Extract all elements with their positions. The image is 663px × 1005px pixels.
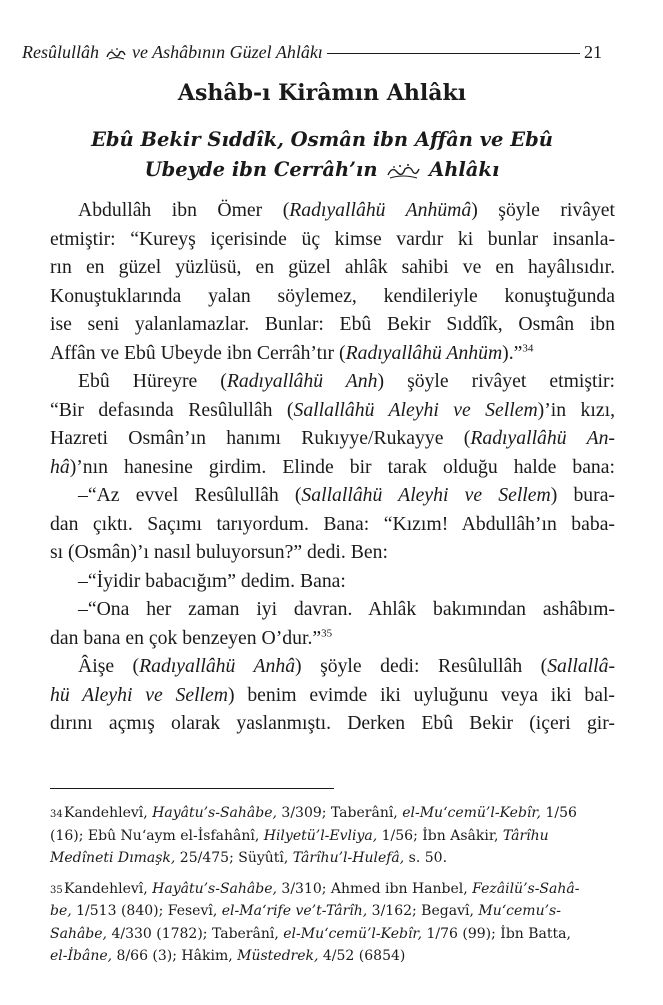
italic-text: el-Mu‘cemü’l-Kebîr, (402, 805, 542, 821)
honorific-italic: Radıyallâhü Anh (226, 370, 378, 392)
italic-text: el-İbâne, (50, 948, 113, 964)
text-run: 3/309; Taberânî, (276, 805, 403, 821)
honorific-italic: Radıyallâhü An- (470, 427, 615, 449)
running-head-title (22, 42, 323, 63)
honorific-italic: Sallallâhü Aleyhi ve Sellem (301, 484, 551, 506)
running-head-title-part: Resûlullâh (22, 41, 104, 62)
text-line (50, 424, 615, 453)
subtitle-text: Ahlâkı (422, 158, 500, 181)
honorific-italic: Sallallâhü Aleyhi ve Sellem (293, 398, 538, 421)
text-line: dırını açmış olarak yaslanmıştı. Derken Ebû Bekir (içeri gir- (50, 712, 615, 734)
subtitle-line (22, 155, 622, 185)
footnotes (50, 802, 615, 968)
text-run: ) şöyle dedi: Resûlullâh ( (295, 655, 548, 677)
footnote-line (50, 847, 615, 870)
footnote-line (50, 802, 615, 825)
text-run: 8/66 (3); Hâkim, (112, 948, 238, 964)
text-run: Kandehlevî, (64, 805, 153, 821)
text-run: ) benim evimde iki uyluğunu veya iki bal- (227, 683, 615, 706)
text-run: Abdullâh ibn Ömer ( (78, 199, 290, 221)
text-line: dan çıktı. Saçımı tarıyordum. Bana: “Kızım! Abdullâh’ın baba- (50, 512, 615, 535)
text-line: sı (Osmân)’ı nasıl buluyorsun?” dedi. Ben: (50, 541, 388, 563)
text-run: Ebû Hüreyre ( (78, 370, 227, 392)
footnote-divider (50, 788, 334, 789)
text-run: Kandehlevî, (64, 880, 153, 897)
text-run: 1/56 (541, 805, 577, 821)
text-run: s. 50. (404, 850, 448, 866)
footnote-34 (50, 802, 615, 870)
running-head-rule (327, 53, 580, 54)
italic-text: el-Ma‘rife ve’t-Târîh, (221, 903, 368, 919)
section-subtitle (22, 125, 622, 185)
text-line: –“İyidir babacığım” dedim. Bana: (78, 569, 346, 592)
text-line (50, 367, 615, 396)
honorific-italic: hâ (50, 455, 70, 478)
footnote-line (50, 923, 615, 946)
text-run: 3/162; Begavî, (367, 903, 479, 919)
italic-text: Fezâilü’s-Sahâ- (472, 880, 580, 897)
text-run: ).” (502, 341, 523, 364)
text-line (50, 652, 615, 681)
text-line (50, 681, 615, 710)
text-run: 1/56; İbn Asâkir, (377, 827, 503, 844)
text-run: 1/76 (99); İbn Batta, (422, 925, 571, 942)
footnote-ref: 34 (522, 341, 534, 354)
footnote-number: 34 (50, 809, 63, 820)
body-text (50, 196, 615, 738)
footnote-line (50, 825, 615, 848)
subtitle-line: Ebû Bekir Sıddîk, Osmân ibn Affân ve Ebû (91, 128, 553, 151)
running-head-title-part: ve Ashâbının Güzel Ahlâkı (127, 41, 323, 62)
italic-text: Sahâbe, (50, 925, 107, 942)
text-line (50, 453, 615, 482)
footnote-ref: 35 (321, 626, 333, 639)
italic-text: Târîhu (502, 827, 549, 844)
footnote-35 (50, 878, 615, 968)
footnote-line (50, 900, 615, 923)
salawat-calligraphy-icon (106, 47, 126, 60)
text-run: (16); Ebû Nu‘aym el-İsfahânî, (50, 827, 264, 844)
italic-text: Târîhu’l-Hulefâ, (292, 850, 405, 866)
honorific-italic: hü Aleyhi ve Sellem (50, 683, 228, 706)
text-line (50, 196, 615, 225)
text-run: )’nın hanesine girdim. Elinde bir tarak olduğu halde bana: (69, 455, 615, 478)
text-run: 3/310; Ahmed ibn Hanbel, (276, 880, 473, 897)
text-run: 4/52 (6854) (318, 948, 406, 964)
honorific-italic: Radıyallâhü Anhâ (139, 655, 296, 677)
subtitle-text: Ubeyde ibn Cerrâh’ın (144, 158, 385, 181)
honorific-italic: Radıyallâhü Anhüm (345, 341, 503, 364)
text-run: 25/475; Süyûtî, (175, 850, 293, 866)
honorific-italic: Sallallâ- (547, 655, 616, 677)
text-line: rın en güzel yüzlüsü, en güzel ahlâk sahibi ve en hayâlısıdır. (50, 256, 615, 278)
italic-text: be, (50, 903, 72, 919)
text-run: 4/330 (1782); Taberânî, (107, 925, 284, 942)
text-run: ) bura- (550, 484, 615, 506)
chapter-title: Ashâb-ı Kirâmın Ahlâkı (177, 80, 467, 106)
text-run: ) şöyle rivâyet (471, 199, 615, 221)
text-run: )’in kızı, (537, 398, 615, 421)
text-line: etmiştir: “Kureyş içerisinde üç kimse vardır ki bunlar insanla- (50, 227, 615, 250)
italic-text: Hayâtu’s-Sahâbe, (152, 880, 277, 897)
running-head (22, 39, 602, 65)
text-line (50, 396, 615, 425)
text-line (50, 481, 615, 510)
text-line: ise seni yalanlamazlar. Bunlar: Ebû Bekir Sıddîk, Osmân ibn (50, 313, 615, 335)
italic-text: Mu‘cemu’s- (478, 903, 561, 919)
text-line (50, 339, 615, 368)
footnote-line (50, 945, 615, 968)
italic-text: Medîneti Dımaşk, (50, 850, 176, 866)
page-number: 21 (584, 41, 602, 62)
text-line: –“Ona her zaman iyi davran. Ahlâk bakımından ashâbım- (78, 598, 615, 620)
italic-text: el-Mu‘cemü’l-Kebîr, (283, 925, 423, 942)
italic-text: Hilyetü’l-Evliya, (263, 827, 378, 844)
text-run: –“Az evvel Resûlullâh ( (78, 484, 302, 506)
text-line: Konuştuklarında yalan söylemez, kendileriyle konuştuğunda (50, 284, 615, 307)
text-run: Âişe ( (78, 655, 140, 677)
text-run: 1/513 (840); Fesevî, (71, 903, 222, 919)
radiyallahu-anhum-calligraphy-icon (386, 163, 420, 179)
italic-text: Hayâtu’s-Sahâbe, (152, 805, 277, 821)
text-run: dan bana en çok benzeyen O’dur.” (50, 626, 322, 649)
footnote-line (50, 878, 615, 901)
text-run: ) şöyle rivâyet etmiştir: (377, 370, 615, 392)
footnote-number: 35 (50, 884, 63, 896)
text-line (50, 624, 615, 653)
italic-text: Müstedrek, (237, 948, 319, 964)
text-run: Affân ve Ebû Ubeyde ibn Cerrâh’tır ( (50, 341, 346, 364)
text-run: “Bir defasında Resûlullâh ( (50, 398, 294, 421)
text-run: Hazreti Osmân’ın hanımı Rukıyye/Rukayye ( (50, 427, 471, 449)
honorific-italic: Radıyallâhü Anhümâ (289, 199, 472, 221)
